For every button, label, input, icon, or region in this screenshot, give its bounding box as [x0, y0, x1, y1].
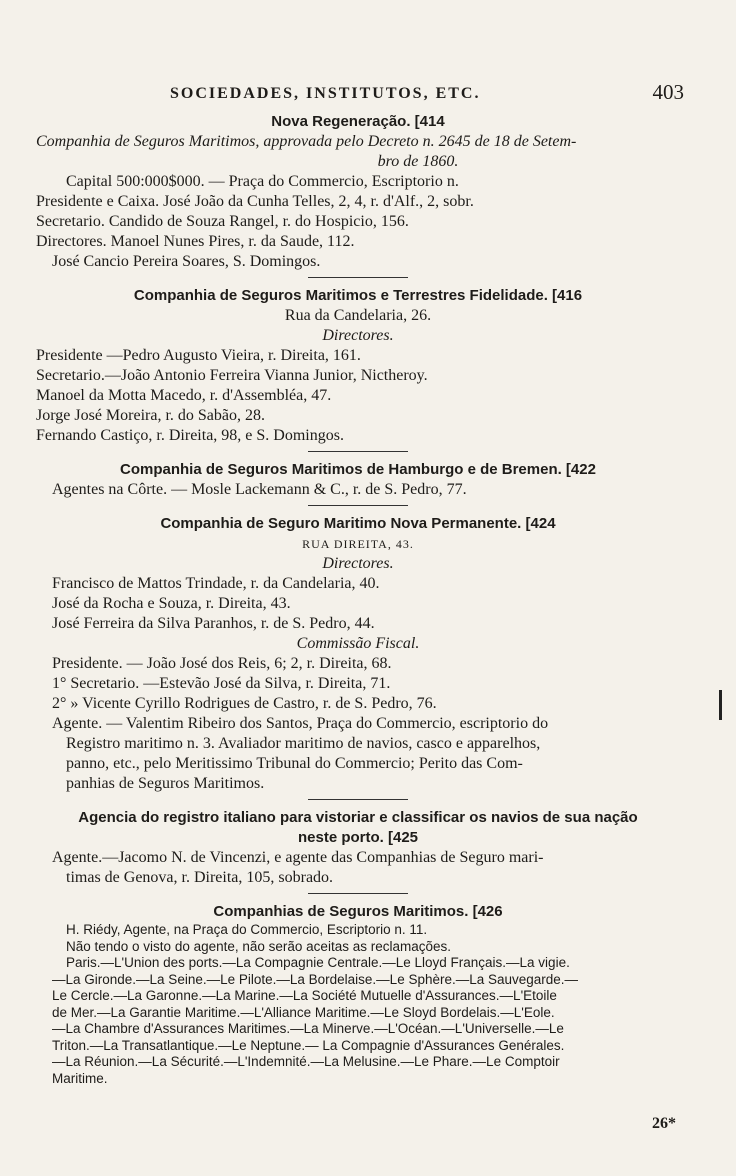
member-line: Jorge José Moreira, r. do Sabão, 28. [36, 407, 265, 424]
section-agencia-italiano [36, 808, 680, 894]
text-line: Paris.—L'Union des ports.—La Compagnie Centrale.—Le Lloyd Français.—La vigie. [66, 955, 570, 970]
section-title: Companhia de Seguros Maritimos e Terrestres Fidelidade. [416 [133, 287, 583, 304]
running-title: SOCIEDADES, INSTITUTOS, ETC. [170, 85, 481, 102]
presidente-line: Presidente e Caixa. José João da Cunha Telles, 2, 4, r. d'Alf., 2, sobr. [36, 193, 474, 210]
member-line: Fernando Castiço, r. Direita, 98, e S. Domingos. [36, 427, 344, 444]
page-content [36, 112, 680, 1087]
director-line: José Cancio Pereira Soares, S. Domingos. [52, 253, 321, 270]
capital-line: Capital 500:000$000. — Praça do Commercio, Escriptorio n. [66, 173, 459, 190]
address-line: RUA DIREITA, 43. [302, 537, 414, 551]
director-line: José Ferreira da Silva Paranhos, r. de S. Pedro, 44. [52, 615, 375, 632]
section-divider [308, 893, 408, 894]
section-title: neste porto. [425 [297, 829, 419, 846]
agente-line: Agente.—Jacomo N. de Vincenzi, e agente das Companhias de Seguro mari- [52, 849, 544, 866]
section-hamburgo [36, 460, 680, 506]
text-line: Não tendo o visto do agente, não serão aceitas as reclamações. [66, 938, 451, 954]
section-divider [308, 277, 408, 278]
presidente-line: Presidente —Pedro Augusto Vieira, r. Direita, 161. [36, 347, 361, 364]
description-line: bro de 1860. [377, 153, 459, 170]
director-line: José da Rocha e Souza, r. Direita, 43. [52, 595, 291, 612]
signature-mark: 26* [652, 1115, 676, 1132]
agente-line: Registro maritimo n. 3. Avaliador maritimo de navios, casco e apparelhos, [66, 735, 541, 752]
section-title: Agencia do registro italiano para vistoriar e classificar os navios de sua nação [78, 809, 638, 826]
agente-line: timas de Genova, r. Direita, 105, sobrado. [66, 869, 334, 886]
presidente-line: Presidente. — João José dos Reis, 6; 2, r. Direita, 68. [52, 655, 392, 672]
text-line: H. Riédy, Agente, na Praça do Commercio, Escriptorio n. 11. [66, 922, 428, 937]
text-line: —La Gironde.—La Seine.—Le Pilote.—La Bordelaise.—Le Sphère.—La Sauvegarde.— [52, 971, 579, 987]
section-title: Companhia de Seguros Maritimos de Hamburgo e de Bremen. [422 [120, 461, 596, 478]
directores-line: Directores. Manoel Nunes Pires, r. da Saude, 112. [36, 233, 355, 250]
section-title: Companhias de Seguros Maritimos. [426 [213, 903, 503, 920]
address-line: Rua da Candelaria, 26. [284, 307, 432, 324]
text-line: Maritime. [52, 1070, 108, 1086]
secretario-line: Secretario.—João Antonio Ferreira Vianna Junior, Nictheroy. [36, 367, 428, 384]
secretario-line: 1° Secretario. —Estevão José da Silva, r. Direita, 71. [52, 675, 391, 692]
text-line: Triton.—La Transatlantique.—Le Neptune.— La Compagnie d'Assurances Genérales. [52, 1037, 565, 1053]
text-line: de Mer.—La Garantie Maritime.—L'Alliance Maritime.—Le Sloyd Bordelais.—L'Eole. [52, 1004, 555, 1020]
directores-label: Directores. [322, 327, 394, 344]
director-line: Francisco de Mattos Trindade, r. da Candelaria, 40. [52, 575, 380, 592]
commissao-label: Commissão Fiscal. [296, 635, 420, 652]
section-divider [308, 799, 408, 800]
section-divider [308, 505, 408, 506]
secretario-line: 2° » Vicente Cyrillo Rodrigues de Castro, r. de S. Pedro, 76. [52, 695, 437, 712]
text-line: —La Chambre d'Assurances Maritimes.—La Minerve.—L'Océan.—L'Universelle.—Le [52, 1021, 564, 1036]
section-divider [308, 451, 408, 452]
agente-line: Agente. — Valentim Ribeiro dos Santos, Praça do Commercio, escriptorio do [52, 715, 549, 732]
agente-line: panhias de Seguros Maritimos. [66, 775, 265, 792]
member-line: Manoel da Motta Macedo, r. d'Assembléa, 47. [36, 387, 332, 404]
section-fidelidade [36, 286, 680, 452]
page-number: 403 [652, 80, 684, 104]
section-nova-permanente [36, 514, 680, 800]
text-line: —La Réunion.—La Sécurité.—L'Indemnité.—La Melusine.—Le Phare.—Le Comptoir [52, 1054, 560, 1069]
agentes-line: Agentes na Côrte. — Mosle Lackemann & C., r. de S. Pedro, 77. [52, 481, 467, 498]
section-seguros-maritimos [36, 902, 680, 1087]
secretario-line: Secretario. Candido de Souza Rangel, r. do Hospicio, 156. [36, 213, 409, 230]
description-line: Companhia de Seguros Maritimos, approvada pelo Decreto n. 2645 de 18 de Setem- [36, 133, 577, 150]
directores-label: Directores. [322, 555, 394, 572]
section-nova-regeneracao [36, 112, 680, 278]
section-title: Companhia de Seguro Maritimo Nova Permanente. [424 [160, 515, 556, 532]
section-title: Nova Regeneração. [414 [271, 113, 445, 130]
text-line: Le Cercle.—La Garonne.—La Marine.—La Société Mutuelle d'Assurances.—L'Etoile [52, 988, 557, 1003]
margin-mark [719, 690, 722, 720]
agente-line: panno, etc., pelo Meritissimo Tribunal do Commercio; Perito das Com- [66, 755, 523, 772]
